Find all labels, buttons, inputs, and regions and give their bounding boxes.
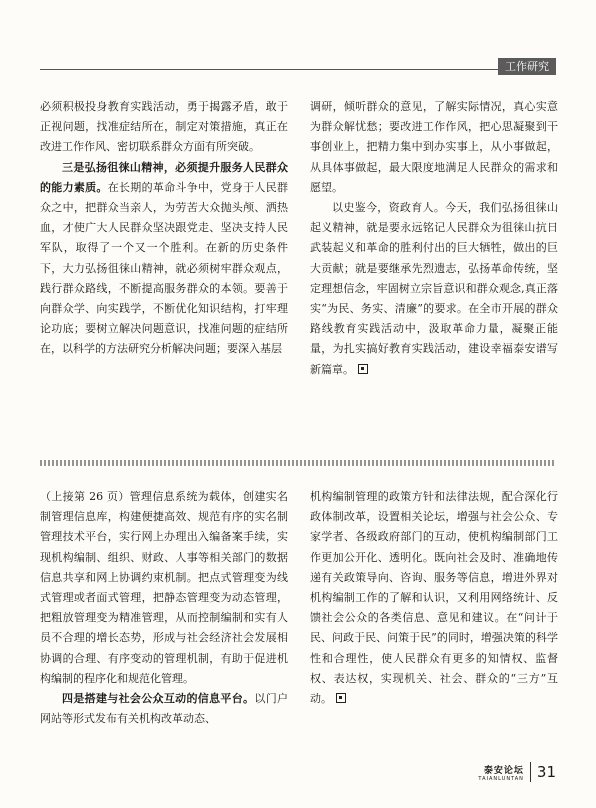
- page-footer: [478, 762, 556, 782]
- end-mark-icon: [336, 693, 346, 703]
- section-divider: [40, 460, 556, 466]
- section-tag: 工作研究: [498, 58, 556, 75]
- footer-separator: [530, 762, 531, 782]
- magazine-name: [478, 763, 524, 782]
- paragraph-lead: 三是弘扬徂徕山精神，必须提升服务人民群众的能力素质。: [40, 160, 288, 194]
- page-number: 31: [536, 763, 556, 781]
- column-bottom-left: [40, 487, 288, 729]
- paragraph: 必须积极投身教育实践活动，勇于揭露矛盾，敢于正视问题，找准症结所在，制定对策措施，真正在改进工作作风、密切联系群众方面有所突破。: [40, 100, 288, 154]
- end-mark-icon: [358, 364, 368, 374]
- magazine-name-cn: 泰安论坛: [483, 765, 524, 776]
- paragraph: 调研，倾听群众的意见，了解实际情况，真心实意为群众解忧愁；要改进工作作风，把心思凝聚到干事创业上，把精力集中到办实事上，从小事做起，从具体事做起，最大限度地满足人民群众的需求和愿望。: [310, 100, 558, 194]
- column-top-left: [40, 97, 288, 360]
- paragraph-lead: 四是搭建与社会公众互动的信息平台。: [62, 692, 255, 706]
- paragraph: 四是搭建与社会公众互动的信息平台。以门户网站等形式发布有关机构改革动态、: [40, 692, 289, 726]
- paragraph: 机构编制管理的政策方针和法律法规，配合深化行政体制改革，设置相关论坛，增强与社会公众、专家学者、各级政府部门的互动，使机构编制部门工作更加公开化、透明化。既向社会及时、准确地传递有关政策导向、咨询、服务等信息，增进外界对机构编制工作的了解和认识，又利用网络统计、反馈社会公众的各类信息、意见和建议。在“问计于民、问政于民、问策于民”的同时，增强决策的科学性和合理性，使人民群众有更多的知情权、监督权、表达权，实现机关、社会、群众的“三方”互动。: [310, 490, 558, 706]
- column-top-right: [310, 97, 558, 380]
- paragraph: 三是弘扬徂徕山精神，必须提升服务人民群众的能力素质。在长期的革命斗争中，党身于人民群众之中，把群众当亲人，为劳苦大众抛头颅、洒热血，才使广大人民群众坚决跟党走、坚决支持人民军队，取得了一个又一个胜利。在新的历史条件下，大力弘扬徂徕山精神，就必须树牢群众观点，践行群众路线，不断提高服务群众的本领。要善于向群众学、向实践学，不断优化知识结构，打牢理论功底；要树立解决问题意识，找准问题的症结所在，以科学的方法研究分析解决问题；要深入基层: [40, 160, 289, 356]
- paragraph: （上接第 26 页）管理信息系统为载体，创建实名制管理信息库，构建便捷高效、规范有序的实名制管理技术平台，实行网上办理出入编备案手续，实现机构编制、组织、财政、人事等相关部门的数据信息共享和网上协调约束机制。把点式管理变为线式管理或者面式管理，把静态管理变为动态管理，把粗放管理变为精准管理，从而控制编制和实有人员不合理的增长态势，形成与社会经济社会发展相协调的合理、有序变动的管理机制，有助于促进机构编制的程序化和规范化管理。: [40, 490, 288, 685]
- magazine-name-en: TAIANLUNTAN: [478, 775, 524, 782]
- paragraph: 以史鉴今，资政育人。今天，我们弘扬徂徕山起义精神，就是要永远铭记人民群众为徂徕山抗日武装起义和革命的胜利付出的巨大牺牲，做出的巨大贡献；就是要继承先烈遗志，弘扬革命传统，坚定理想信念，牢固树立宗旨意识和群众观念,真正落实“为民、务实、清廉”的要求。在全市开展的群众路线教育实践活动中，汲取革命力量，凝聚正能量，为扎实搞好教育实践活动，建设幸福泰安谱写新篇章。: [310, 201, 558, 376]
- header-rule: [40, 69, 498, 70]
- column-bottom-right: [310, 487, 558, 709]
